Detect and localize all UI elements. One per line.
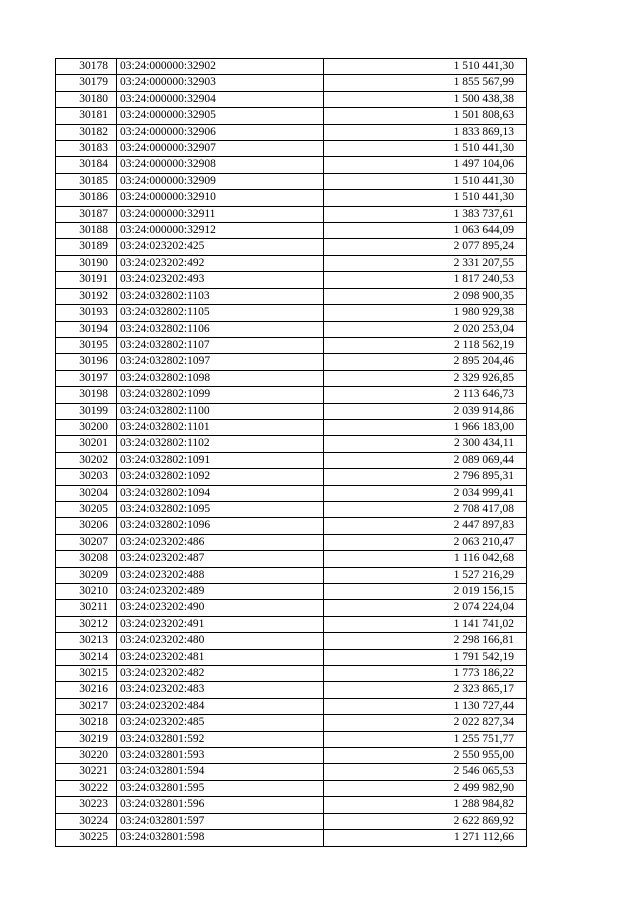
table-row: [56, 731, 527, 747]
row-number-cell: 30193: [56, 305, 117, 321]
table-row: [56, 288, 527, 304]
cadastral-number-cell: 03:24:032801:592: [117, 731, 324, 747]
cadastral-value-cell: 2 447 897,83: [324, 518, 527, 534]
row-number-cell: 30186: [56, 190, 117, 206]
cadastral-value-cell: 1 980 929,38: [324, 305, 527, 321]
cadastral-number-cell: 03:24:032802:1094: [117, 485, 324, 501]
cadastral-value-cell: 2 895 204,46: [324, 354, 527, 370]
cadastral-number-cell: 03:24:023202:488: [117, 567, 324, 583]
row-number-cell: 30185: [56, 173, 117, 189]
row-number-cell: 30206: [56, 518, 117, 534]
cadastral-number-cell: 03:24:000000:32909: [117, 173, 324, 189]
row-number-cell: 30222: [56, 780, 117, 796]
row-number-cell: 30225: [56, 830, 117, 846]
table-row: [56, 305, 527, 321]
row-number-cell: 30211: [56, 600, 117, 616]
table-row: [56, 436, 527, 452]
table-row: [56, 223, 527, 239]
cadastral-number-cell: 03:24:023202:482: [117, 666, 324, 682]
cadastral-number-cell: 03:24:032802:1100: [117, 403, 324, 419]
row-number-cell: 30184: [56, 157, 117, 173]
cadastral-value-cell: 1 791 542,19: [324, 649, 527, 665]
row-number-cell: 30210: [56, 584, 117, 600]
cadastral-value-cell: 2 499 982,90: [324, 780, 527, 796]
row-number-cell: 30200: [56, 419, 117, 435]
table-row: [56, 452, 527, 468]
cadastre-value-table: [55, 58, 527, 847]
cadastral-value-cell: 1 497 104,06: [324, 157, 527, 173]
row-number-cell: 30191: [56, 272, 117, 288]
cadastral-number-cell: 03:24:023202:480: [117, 633, 324, 649]
table-row: [56, 748, 527, 764]
cadastral-number-cell: 03:24:032801:594: [117, 764, 324, 780]
cadastral-value-cell: 2 113 646,73: [324, 387, 527, 403]
row-number-cell: 30220: [56, 748, 117, 764]
row-number-cell: 30199: [56, 403, 117, 419]
cadastral-value-cell: 2 323 865,17: [324, 682, 527, 698]
cadastral-value-cell: 2 039 914,86: [324, 403, 527, 419]
table-row: [56, 173, 527, 189]
row-number-cell: 30212: [56, 616, 117, 632]
cadastral-number-cell: 03:24:000000:32904: [117, 91, 324, 107]
cadastral-number-cell: 03:24:032801:593: [117, 748, 324, 764]
cadastral-number-cell: 03:24:032802:1096: [117, 518, 324, 534]
table-row: [56, 485, 527, 501]
row-number-cell: 30224: [56, 813, 117, 829]
cadastral-value-cell: 1 288 984,82: [324, 797, 527, 813]
cadastral-number-cell: 03:24:023202:484: [117, 698, 324, 714]
cadastral-value-cell: 1 383 737,61: [324, 206, 527, 222]
row-number-cell: 30197: [56, 370, 117, 386]
table-row: [56, 108, 527, 124]
cadastral-number-cell: 03:24:000000:32911: [117, 206, 324, 222]
cadastral-number-cell: 03:24:000000:32906: [117, 124, 324, 140]
table-row: [56, 59, 527, 75]
cadastral-value-cell: 1 510 441,30: [324, 173, 527, 189]
table-row: [56, 354, 527, 370]
cadastral-value-cell: 2 034 999,41: [324, 485, 527, 501]
cadastral-number-cell: 03:24:032802:1106: [117, 321, 324, 337]
cadastral-number-cell: 03:24:032802:1107: [117, 337, 324, 353]
cadastral-number-cell: 03:24:023202:489: [117, 584, 324, 600]
table-row: [56, 600, 527, 616]
table-row: [56, 206, 527, 222]
table-row: [56, 501, 527, 517]
table-row: [56, 141, 527, 157]
cadastral-number-cell: 03:24:000000:32908: [117, 157, 324, 173]
cadastral-number-cell: 03:24:032801:598: [117, 830, 324, 846]
table-row: [56, 813, 527, 829]
cadastral-value-cell: 1 817 240,53: [324, 272, 527, 288]
cadastral-value-cell: 1 510 441,30: [324, 190, 527, 206]
cadastral-value-cell: 2 329 926,85: [324, 370, 527, 386]
table-row: [56, 633, 527, 649]
cadastral-number-cell: 03:24:023202:492: [117, 255, 324, 271]
row-number-cell: 30189: [56, 239, 117, 255]
row-number-cell: 30207: [56, 534, 117, 550]
row-number-cell: 30218: [56, 715, 117, 731]
cadastral-number-cell: 03:24:000000:32912: [117, 223, 324, 239]
cadastral-number-cell: 03:24:023202:491: [117, 616, 324, 632]
cadastral-value-cell: 1 833 869,13: [324, 124, 527, 140]
row-number-cell: 30214: [56, 649, 117, 665]
cadastral-number-cell: 03:24:023202:493: [117, 272, 324, 288]
cadastral-value-cell: 2 550 955,00: [324, 748, 527, 764]
row-number-cell: 30215: [56, 666, 117, 682]
cadastral-value-cell: 2 020 253,04: [324, 321, 527, 337]
cadastral-value-cell: 2 796 895,31: [324, 469, 527, 485]
table-body: [56, 59, 527, 847]
cadastral-number-cell: 03:24:032802:1091: [117, 452, 324, 468]
cadastral-value-cell: 1 116 042,68: [324, 551, 527, 567]
row-number-cell: 30188: [56, 223, 117, 239]
row-number-cell: 30187: [56, 206, 117, 222]
row-number-cell: 30209: [56, 567, 117, 583]
row-number-cell: 30198: [56, 387, 117, 403]
table-row: [56, 764, 527, 780]
cadastral-number-cell: 03:24:023202:481: [117, 649, 324, 665]
table-row: [56, 239, 527, 255]
table-row: [56, 698, 527, 714]
row-number-cell: 30216: [56, 682, 117, 698]
cadastral-number-cell: 03:24:032802:1095: [117, 501, 324, 517]
cadastral-number-cell: 03:24:032802:1101: [117, 419, 324, 435]
cadastral-number-cell: 03:24:032802:1103: [117, 288, 324, 304]
cadastral-number-cell: 03:24:000000:32907: [117, 141, 324, 157]
table-row: [56, 797, 527, 813]
cadastral-value-cell: 1 141 741,02: [324, 616, 527, 632]
cadastral-number-cell: 03:24:032802:1097: [117, 354, 324, 370]
row-number-cell: 30179: [56, 75, 117, 91]
table-row: [56, 584, 527, 600]
cadastral-number-cell: 03:24:023202:425: [117, 239, 324, 255]
row-number-cell: 30219: [56, 731, 117, 747]
cadastral-number-cell: 03:24:032802:1102: [117, 436, 324, 452]
cadastral-number-cell: 03:24:000000:32903: [117, 75, 324, 91]
row-number-cell: 30201: [56, 436, 117, 452]
row-number-cell: 30178: [56, 59, 117, 75]
row-number-cell: 30217: [56, 698, 117, 714]
table-row: [56, 830, 527, 846]
cadastral-value-cell: 2 300 434,11: [324, 436, 527, 452]
cadastral-value-cell: 2 098 900,35: [324, 288, 527, 304]
row-number-cell: 30196: [56, 354, 117, 370]
cadastral-value-cell: 1 966 183,00: [324, 419, 527, 435]
table-row: [56, 666, 527, 682]
cadastral-value-cell: 2 019 156,15: [324, 584, 527, 600]
cadastral-value-cell: 1 527 216,29: [324, 567, 527, 583]
cadastral-value-cell: 1 255 751,77: [324, 731, 527, 747]
table-row: [56, 419, 527, 435]
cadastral-number-cell: 03:24:023202:486: [117, 534, 324, 550]
row-number-cell: 30194: [56, 321, 117, 337]
table-row: [56, 567, 527, 583]
table-row: [56, 124, 527, 140]
cadastral-number-cell: 03:24:023202:490: [117, 600, 324, 616]
cadastral-value-cell: 2 331 207,55: [324, 255, 527, 271]
table-row: [56, 649, 527, 665]
cadastral-value-cell: 1 063 644,09: [324, 223, 527, 239]
row-number-cell: 30183: [56, 141, 117, 157]
cadastral-value-cell: 1 501 808,63: [324, 108, 527, 124]
table-row: [56, 255, 527, 271]
cadastral-value-cell: 1 773 186,22: [324, 666, 527, 682]
table-row: [56, 387, 527, 403]
cadastral-number-cell: 03:24:023202:485: [117, 715, 324, 731]
table-row: [56, 715, 527, 731]
cadastral-value-cell: 2 077 895,24: [324, 239, 527, 255]
row-number-cell: 30202: [56, 452, 117, 468]
row-number-cell: 30208: [56, 551, 117, 567]
cadastral-number-cell: 03:24:032802:1098: [117, 370, 324, 386]
cadastral-value-cell: 2 118 562,19: [324, 337, 527, 353]
cadastral-value-cell: 1 855 567,99: [324, 75, 527, 91]
cadastral-value-cell: 1 130 727,44: [324, 698, 527, 714]
row-number-cell: 30182: [56, 124, 117, 140]
cadastral-value-cell: 2 622 869,92: [324, 813, 527, 829]
table-row: [56, 518, 527, 534]
cadastral-number-cell: 03:24:023202:487: [117, 551, 324, 567]
cadastral-number-cell: 03:24:032802:1105: [117, 305, 324, 321]
table-row: [56, 534, 527, 550]
row-number-cell: 30181: [56, 108, 117, 124]
cadastral-value-cell: 2 708 417,08: [324, 501, 527, 517]
cadastral-number-cell: 03:24:023202:483: [117, 682, 324, 698]
table-row: [56, 91, 527, 107]
table-row: [56, 370, 527, 386]
table-row: [56, 272, 527, 288]
table-row: [56, 337, 527, 353]
row-number-cell: 30180: [56, 91, 117, 107]
row-number-cell: 30190: [56, 255, 117, 271]
table-row: [56, 551, 527, 567]
row-number-cell: 30213: [56, 633, 117, 649]
row-number-cell: 30223: [56, 797, 117, 813]
row-number-cell: 30203: [56, 469, 117, 485]
table-row: [56, 682, 527, 698]
cadastral-value-cell: 1 271 112,66: [324, 830, 527, 846]
cadastral-value-cell: 1 500 438,38: [324, 91, 527, 107]
table-row: [56, 157, 527, 173]
table-row: [56, 75, 527, 91]
row-number-cell: 30221: [56, 764, 117, 780]
cadastral-number-cell: 03:24:032802:1099: [117, 387, 324, 403]
cadastral-value-cell: 2 546 065,53: [324, 764, 527, 780]
cadastral-number-cell: 03:24:000000:32905: [117, 108, 324, 124]
cadastral-value-cell: 2 022 827,34: [324, 715, 527, 731]
cadastral-value-cell: 2 063 210,47: [324, 534, 527, 550]
cadastral-number-cell: 03:24:032801:597: [117, 813, 324, 829]
cadastral-number-cell: 03:24:032801:596: [117, 797, 324, 813]
cadastral-number-cell: 03:24:000000:32902: [117, 59, 324, 75]
row-number-cell: 30195: [56, 337, 117, 353]
cadastral-number-cell: 03:24:032802:1092: [117, 469, 324, 485]
table-row: [56, 190, 527, 206]
table-row: [56, 403, 527, 419]
table-row: [56, 616, 527, 632]
cadastral-number-cell: 03:24:000000:32910: [117, 190, 324, 206]
row-number-cell: 30205: [56, 501, 117, 517]
row-number-cell: 30192: [56, 288, 117, 304]
cadastral-value-cell: 1 510 441,30: [324, 59, 527, 75]
cadastral-value-cell: 1 510 441,30: [324, 141, 527, 157]
cadastral-value-cell: 2 089 069,44: [324, 452, 527, 468]
table-row: [56, 780, 527, 796]
cadastral-number-cell: 03:24:032801:595: [117, 780, 324, 796]
table-row: [56, 321, 527, 337]
row-number-cell: 30204: [56, 485, 117, 501]
table-row: [56, 469, 527, 485]
cadastral-value-cell: 2 074 224,04: [324, 600, 527, 616]
cadastral-value-cell: 2 298 166,81: [324, 633, 527, 649]
